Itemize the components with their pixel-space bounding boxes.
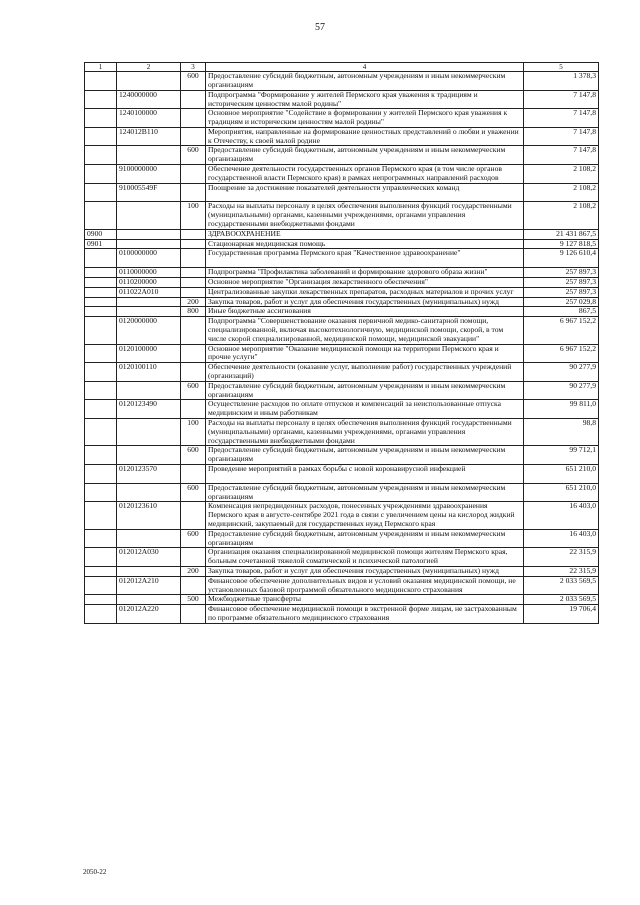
target-article-cell: 910005549F: [117, 183, 181, 202]
expense-type-cell: [181, 548, 206, 567]
table-row: [85, 381, 599, 400]
section-code-cell: [85, 446, 117, 465]
table-row: [85, 146, 599, 165]
target-article-cell: [117, 202, 181, 229]
section-code-cell: 0900: [85, 229, 117, 239]
target-article-cell: 0110000000: [117, 268, 181, 278]
item-name-cell: Основное мероприятие "Организация лекарственного обеспечения": [206, 278, 524, 288]
expense-type-cell: [181, 363, 206, 382]
item-name-cell: Закупка товаров, работ и услуг для обеспечения государственных (муниципальных) нужд: [206, 297, 524, 307]
target-article-cell: 124012B110: [117, 127, 181, 146]
target-article-cell: 012012A210: [117, 576, 181, 595]
target-article-cell: 0120123610: [117, 502, 181, 529]
table-row: [85, 307, 599, 317]
section-code-cell: [85, 202, 117, 229]
amount-cell: 7 147,8: [524, 90, 599, 109]
expense-type-cell: [181, 183, 206, 202]
section-code-cell: 0901: [85, 239, 117, 249]
item-name-cell: Проведение мероприятий в рамках борьбы с новой коронавирусной инфекцией: [206, 464, 524, 483]
expense-type-cell: 600: [181, 529, 206, 548]
target-article-cell: 0120100110: [117, 363, 181, 382]
target-article-cell: [117, 483, 181, 502]
target-article-cell: 012012A220: [117, 605, 181, 624]
expense-type-cell: 600: [181, 483, 206, 502]
target-article-cell: [117, 595, 181, 605]
amount-cell: 7 147,8: [524, 127, 599, 146]
table-row: [85, 400, 599, 419]
amount-cell: 99 712,1: [524, 446, 599, 465]
amount-cell: 6 967 152,2: [524, 344, 599, 363]
section-code-cell: [85, 297, 117, 307]
item-name-cell: Предоставление субсидий бюджетным, автономным учреждениям и иным некоммерческим организациям: [206, 146, 524, 165]
section-code-cell: [85, 109, 117, 128]
column-header: 1: [85, 63, 117, 72]
item-name-cell: Предоставление субсидий бюджетным, автономным учреждениям и иным некоммерческим организациям: [206, 529, 524, 548]
table-row: [85, 419, 599, 446]
target-article-cell: [117, 381, 181, 400]
section-code-cell: [85, 268, 117, 278]
target-article-cell: [117, 446, 181, 465]
table-row: [85, 605, 599, 624]
expense-type-cell: 600: [181, 72, 206, 91]
table-row: [85, 249, 599, 268]
item-name-cell: Предоставление субсидий бюджетным, автономным учреждениям и иным некоммерческим организациям: [206, 483, 524, 502]
item-name-cell: Предоставление субсидий бюджетным, автономным учреждениям и иным некоммерческим организациям: [206, 446, 524, 465]
item-name-cell: Финансовое обеспечение медицинской помощи в экстренной форме лицам, не застрахованным по программе обязательного медицинского страхования: [206, 605, 524, 624]
document-code: 2050-22: [83, 868, 107, 876]
table-row: [85, 90, 599, 109]
amount-cell: 99 811,0: [524, 400, 599, 419]
amount-cell: 2 033 569,5: [524, 576, 599, 595]
section-code-cell: [85, 287, 117, 297]
item-name-cell: Подпрограмма "Формирование у жителей Пермского края уважения к традициям и историческим ценностям малой родины": [206, 90, 524, 109]
expense-type-cell: 600: [181, 446, 206, 465]
section-code-cell: [85, 381, 117, 400]
expense-type-cell: [181, 605, 206, 624]
budget-table: [84, 62, 599, 624]
item-name-cell: Финансовое обеспечение дополнительных видов и условий оказания медицинской помощи, не установленных базовой программой обязательного медицинского страхования: [206, 576, 524, 595]
section-code-cell: [85, 483, 117, 502]
table-row: [85, 529, 599, 548]
item-name-cell: Подпрограмма "Совершенствование оказания первичной медико-санитарной помощи, специализированной, включая высокотехнологичную, медицинской помощи, скорой, в том числе скорой специализированной, медицинской помощи, медицинской эвакуации": [206, 317, 524, 344]
amount-cell: 9 127 818,5: [524, 239, 599, 249]
item-name-cell: Стационарная медицинская помощь: [206, 239, 524, 249]
expense-type-cell: [181, 502, 206, 529]
section-code-cell: [85, 419, 117, 446]
table-row: [85, 183, 599, 202]
table-body: [85, 72, 599, 624]
amount-cell: 22 315,9: [524, 548, 599, 567]
expense-type-cell: 600: [181, 381, 206, 400]
item-name-cell: Расходы на выплаты персоналу в целях обеспечения выполнения функций государственными (муниципальными) органами, казенными учреждениями, органами управления государственными внебюджетными фондами: [206, 419, 524, 446]
table-row: [85, 548, 599, 567]
section-code-cell: [85, 90, 117, 109]
amount-cell: 2 108,2: [524, 202, 599, 229]
target-article-cell: [117, 566, 181, 576]
table-row: [85, 268, 599, 278]
section-code-cell: [85, 605, 117, 624]
target-article-cell: 011022A010: [117, 287, 181, 297]
table-row: [85, 72, 599, 91]
table-row: [85, 297, 599, 307]
item-name-cell: Расходы на выплаты персоналу в целях обеспечения выполнения функций государственными (муниципальными) органами, казенными учреждениями, органами управления государственными внебюджетными фондами: [206, 202, 524, 229]
amount-cell: 257 897,3: [524, 268, 599, 278]
expense-type-cell: [181, 317, 206, 344]
section-code-cell: [85, 566, 117, 576]
expense-type-cell: [181, 127, 206, 146]
item-name-cell: Подпрограмма "Профилактика заболеваний и формирование здорового образа жизни": [206, 268, 524, 278]
expense-type-cell: 600: [181, 146, 206, 165]
expense-type-cell: [181, 268, 206, 278]
table-row: [85, 344, 599, 363]
item-name-cell: Закупка товаров, работ и услуг для обеспечения государственных (муниципальных) нужд: [206, 566, 524, 576]
table-row: [85, 483, 599, 502]
section-code-cell: [85, 595, 117, 605]
item-name-cell: Организация оказания специализированной медицинской помощи жителям Пермского края, больным сочетанной тяжелой соматической и психической патологией: [206, 548, 524, 567]
target-article-cell: [117, 307, 181, 317]
amount-cell: 90 277,9: [524, 381, 599, 400]
section-code-cell: [85, 72, 117, 91]
item-name-cell: Предоставление субсидий бюджетным, автономным учреждениям и иным некоммерческим организациям: [206, 72, 524, 91]
column-header: 2: [117, 63, 181, 72]
section-code-cell: [85, 127, 117, 146]
expense-type-cell: 200: [181, 297, 206, 307]
table-row: [85, 566, 599, 576]
item-name-cell: Межбюджетные трансферты: [206, 595, 524, 605]
section-code-cell: [85, 400, 117, 419]
item-name-cell: Государственная программа Пермского края "Качественное здравоохранение": [206, 249, 524, 268]
item-name-cell: Поощрение за достижение показателей деятельности управленческих команд: [206, 183, 524, 202]
expense-type-cell: 100: [181, 419, 206, 446]
amount-cell: 7 147,8: [524, 109, 599, 128]
item-name-cell: Осуществление расходов по оплате отпусков и компенсаций за неиспользованные отпуска медицинским и иным работникам: [206, 400, 524, 419]
table-row: [85, 278, 599, 288]
amount-cell: 2 108,2: [524, 183, 599, 202]
target-article-cell: 0120100000: [117, 344, 181, 363]
amount-cell: 9 126 610,4: [524, 249, 599, 268]
table-row: [85, 287, 599, 297]
table-row: [85, 464, 599, 483]
item-name-cell: Компенсация непредвиденных расходов, понесенных учреждениями здравоохранения Пермского края в августе-сентябре 2021 года в связи с увеличением цены на кислород жидкий медицинский, закупаемый для государственных нужд Пермского края: [206, 502, 524, 529]
column-header: 5: [524, 63, 599, 72]
amount-cell: 7 147,8: [524, 146, 599, 165]
section-code-cell: [85, 165, 117, 184]
section-code-cell: [85, 307, 117, 317]
target-article-cell: 0120000000: [117, 317, 181, 344]
expense-type-cell: 100: [181, 202, 206, 229]
section-code-cell: [85, 529, 117, 548]
expense-type-cell: [181, 109, 206, 128]
column-header: 3: [181, 63, 206, 72]
amount-cell: 867,5: [524, 307, 599, 317]
table-row: [85, 239, 599, 249]
expense-type-cell: [181, 344, 206, 363]
item-name-cell: Централизованные закупки лекарственных препаратов, расходных материалов и прочих услуг: [206, 287, 524, 297]
target-article-cell: 0120123570: [117, 464, 181, 483]
section-code-cell: [85, 146, 117, 165]
section-code-cell: [85, 249, 117, 268]
expense-type-cell: [181, 576, 206, 595]
expense-type-cell: 500: [181, 595, 206, 605]
section-code-cell: [85, 183, 117, 202]
target-article-cell: [117, 239, 181, 249]
section-code-cell: [85, 502, 117, 529]
section-code-cell: [85, 464, 117, 483]
target-article-cell: [117, 297, 181, 307]
expense-type-cell: [181, 287, 206, 297]
target-article-cell: 1240100000: [117, 109, 181, 128]
amount-cell: 22 315,9: [524, 566, 599, 576]
item-name-cell: ЗДРАВООХРАНЕНИЕ: [206, 229, 524, 239]
expense-type-cell: [181, 90, 206, 109]
expense-type-cell: [181, 278, 206, 288]
amount-cell: 90 277,9: [524, 363, 599, 382]
target-article-cell: 9100000000: [117, 165, 181, 184]
target-article-cell: 0120123490: [117, 400, 181, 419]
item-name-cell: Предоставление субсидий бюджетным, автономным учреждениям и иным некоммерческим организациям: [206, 381, 524, 400]
amount-cell: 2 033 569,5: [524, 595, 599, 605]
page-number: 57: [315, 22, 325, 33]
target-article-cell: [117, 529, 181, 548]
section-code-cell: [85, 344, 117, 363]
amount-cell: 257 897,3: [524, 287, 599, 297]
expense-type-cell: 200: [181, 566, 206, 576]
amount-cell: 6 967 152,2: [524, 317, 599, 344]
expense-type-cell: 800: [181, 307, 206, 317]
table-row: [85, 576, 599, 595]
section-code-cell: [85, 363, 117, 382]
expense-type-cell: [181, 239, 206, 249]
expense-type-cell: [181, 229, 206, 239]
table-row: [85, 363, 599, 382]
amount-cell: 19 706,4: [524, 605, 599, 624]
amount-cell: 98,8: [524, 419, 599, 446]
item-name-cell: Мероприятия, направленные на формирование ценностных представлений о любви и уважении к Отечеству, к своей малой родине: [206, 127, 524, 146]
item-name-cell: Обеспечение деятельности государственных органов Пермского края (в том числе органов государственной власти Пермского края) в рамках непрограммных направлений расходов: [206, 165, 524, 184]
target-article-cell: 012012A030: [117, 548, 181, 567]
item-name-cell: Иные бюджетные ассигнования: [206, 307, 524, 317]
section-code-cell: [85, 548, 117, 567]
table-row: [85, 127, 599, 146]
table-row: [85, 446, 599, 465]
table-row: [85, 595, 599, 605]
table-header-row: [85, 63, 599, 72]
table-row: [85, 229, 599, 239]
amount-cell: 651 210,0: [524, 464, 599, 483]
expense-type-cell: [181, 165, 206, 184]
item-name-cell: Основное мероприятие "Оказание медицинской помощи на территории Пермского края и прочие услуги": [206, 344, 524, 363]
table-row: [85, 165, 599, 184]
amount-cell: 1 378,3: [524, 72, 599, 91]
amount-cell: 16 403,0: [524, 529, 599, 548]
section-code-cell: [85, 576, 117, 595]
target-article-cell: 0100000000: [117, 249, 181, 268]
table-row: [85, 317, 599, 344]
item-name-cell: Обеспечение деятельности (оказание услуг, выполнение работ) государственных учреждений (организаций): [206, 363, 524, 382]
column-header: 4: [206, 63, 524, 72]
amount-cell: 257 897,3: [524, 278, 599, 288]
target-article-cell: 1240000000: [117, 90, 181, 109]
target-article-cell: 0110200000: [117, 278, 181, 288]
expense-type-cell: [181, 464, 206, 483]
amount-cell: 16 403,0: [524, 502, 599, 529]
target-article-cell: [117, 72, 181, 91]
expense-type-cell: [181, 249, 206, 268]
amount-cell: 257 029,8: [524, 297, 599, 307]
amount-cell: 651 210,0: [524, 483, 599, 502]
table-row: [85, 109, 599, 128]
target-article-cell: [117, 229, 181, 239]
item-name-cell: Основное мероприятие "Содействие в формировании у жителей Пермского края уважения к традициям и историческим ценностям малой родины": [206, 109, 524, 128]
section-code-cell: [85, 278, 117, 288]
target-article-cell: [117, 419, 181, 446]
expense-type-cell: [181, 400, 206, 419]
target-article-cell: [117, 146, 181, 165]
amount-cell: 2 108,2: [524, 165, 599, 184]
table-row: [85, 502, 599, 529]
table-row: [85, 202, 599, 229]
amount-cell: 21 431 867,5: [524, 229, 599, 239]
section-code-cell: [85, 317, 117, 344]
